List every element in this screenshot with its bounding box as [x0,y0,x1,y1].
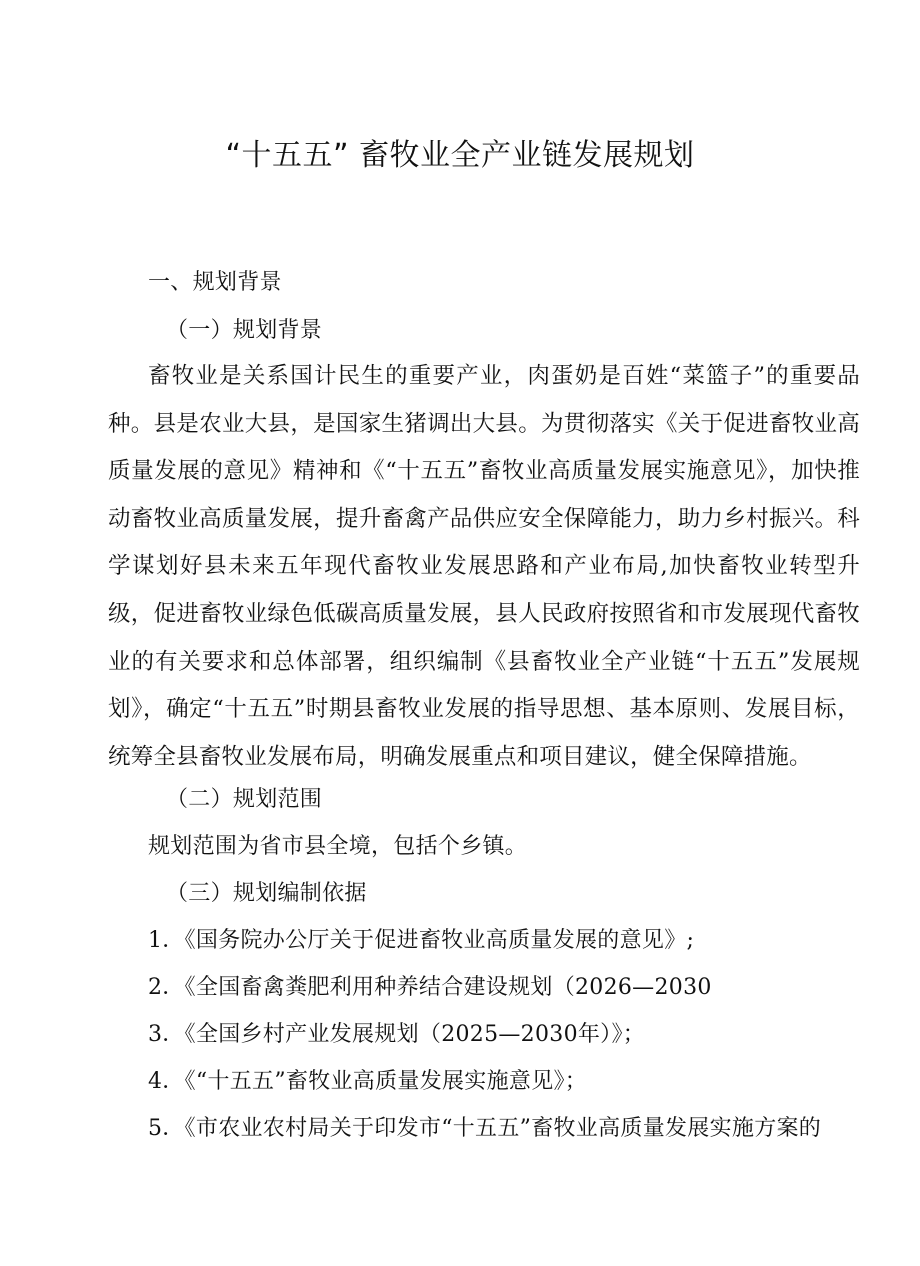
subsection-heading-scope: （二）规划范围 [166,787,323,812]
basis-item: 4．《“十五五”畜牧业高质量发展实施意见》； [148,1069,588,1094]
document-title: “十五五” 畜牧业全产业链发展规划 [225,138,695,173]
subsection-heading-background: （一）规划背景 [166,318,323,343]
subsection-heading-basis: （三）规划编制依据 [166,881,367,906]
basis-item: 5．《市农业农村局关于印发市“十五五”畜牧业高质量发展实施方案的 [148,1116,822,1141]
scope-paragraph: 规划范围为省市县全境，包括个乡镇。 [148,834,528,859]
section-heading-background: 一、规划背景 [148,270,282,295]
background-paragraph: 畜牧业是关系国计民生的重要产业，肉蛋奶是百姓“菜篮子”的重要品种。县是农业大县，是国家生猪调出大县。为贯彻落实《关于促进畜牧业高质量发展的意见》精神和《“十五五”畜牧业高质量发展实施意见》，加快推动畜牧业高质量发展，提升畜禽产品供应安全保障能力，助力乡村振兴。科学谋划好县未来五年现代畜牧业发展思路和产业布局,加快畜牧业转型升级，促进畜牧业绿色低碳高质量发展，县人民政府按照省和市发展现代畜牧业的有关要求和总体部署，组织编制《县畜牧业全产业链“十五五”发展规划》，确定“十五五”时期县畜牧业发展的指导思想、基本原则、发展目标，统筹全县畜牧业发展布局，明确发展重点和项目建议，健全保障措施。 [108,363,860,770]
basis-item: 2．《全国畜禽粪肥利用种养结合建设规划（2026—2030 [148,975,712,1000]
basis-item: 1．《国务院办公厅关于促进畜牧业高质量发展的意见》; [148,928,695,953]
basis-item: 3．《全国乡村产业发展规划（2025—2030年）》； [148,1022,646,1047]
